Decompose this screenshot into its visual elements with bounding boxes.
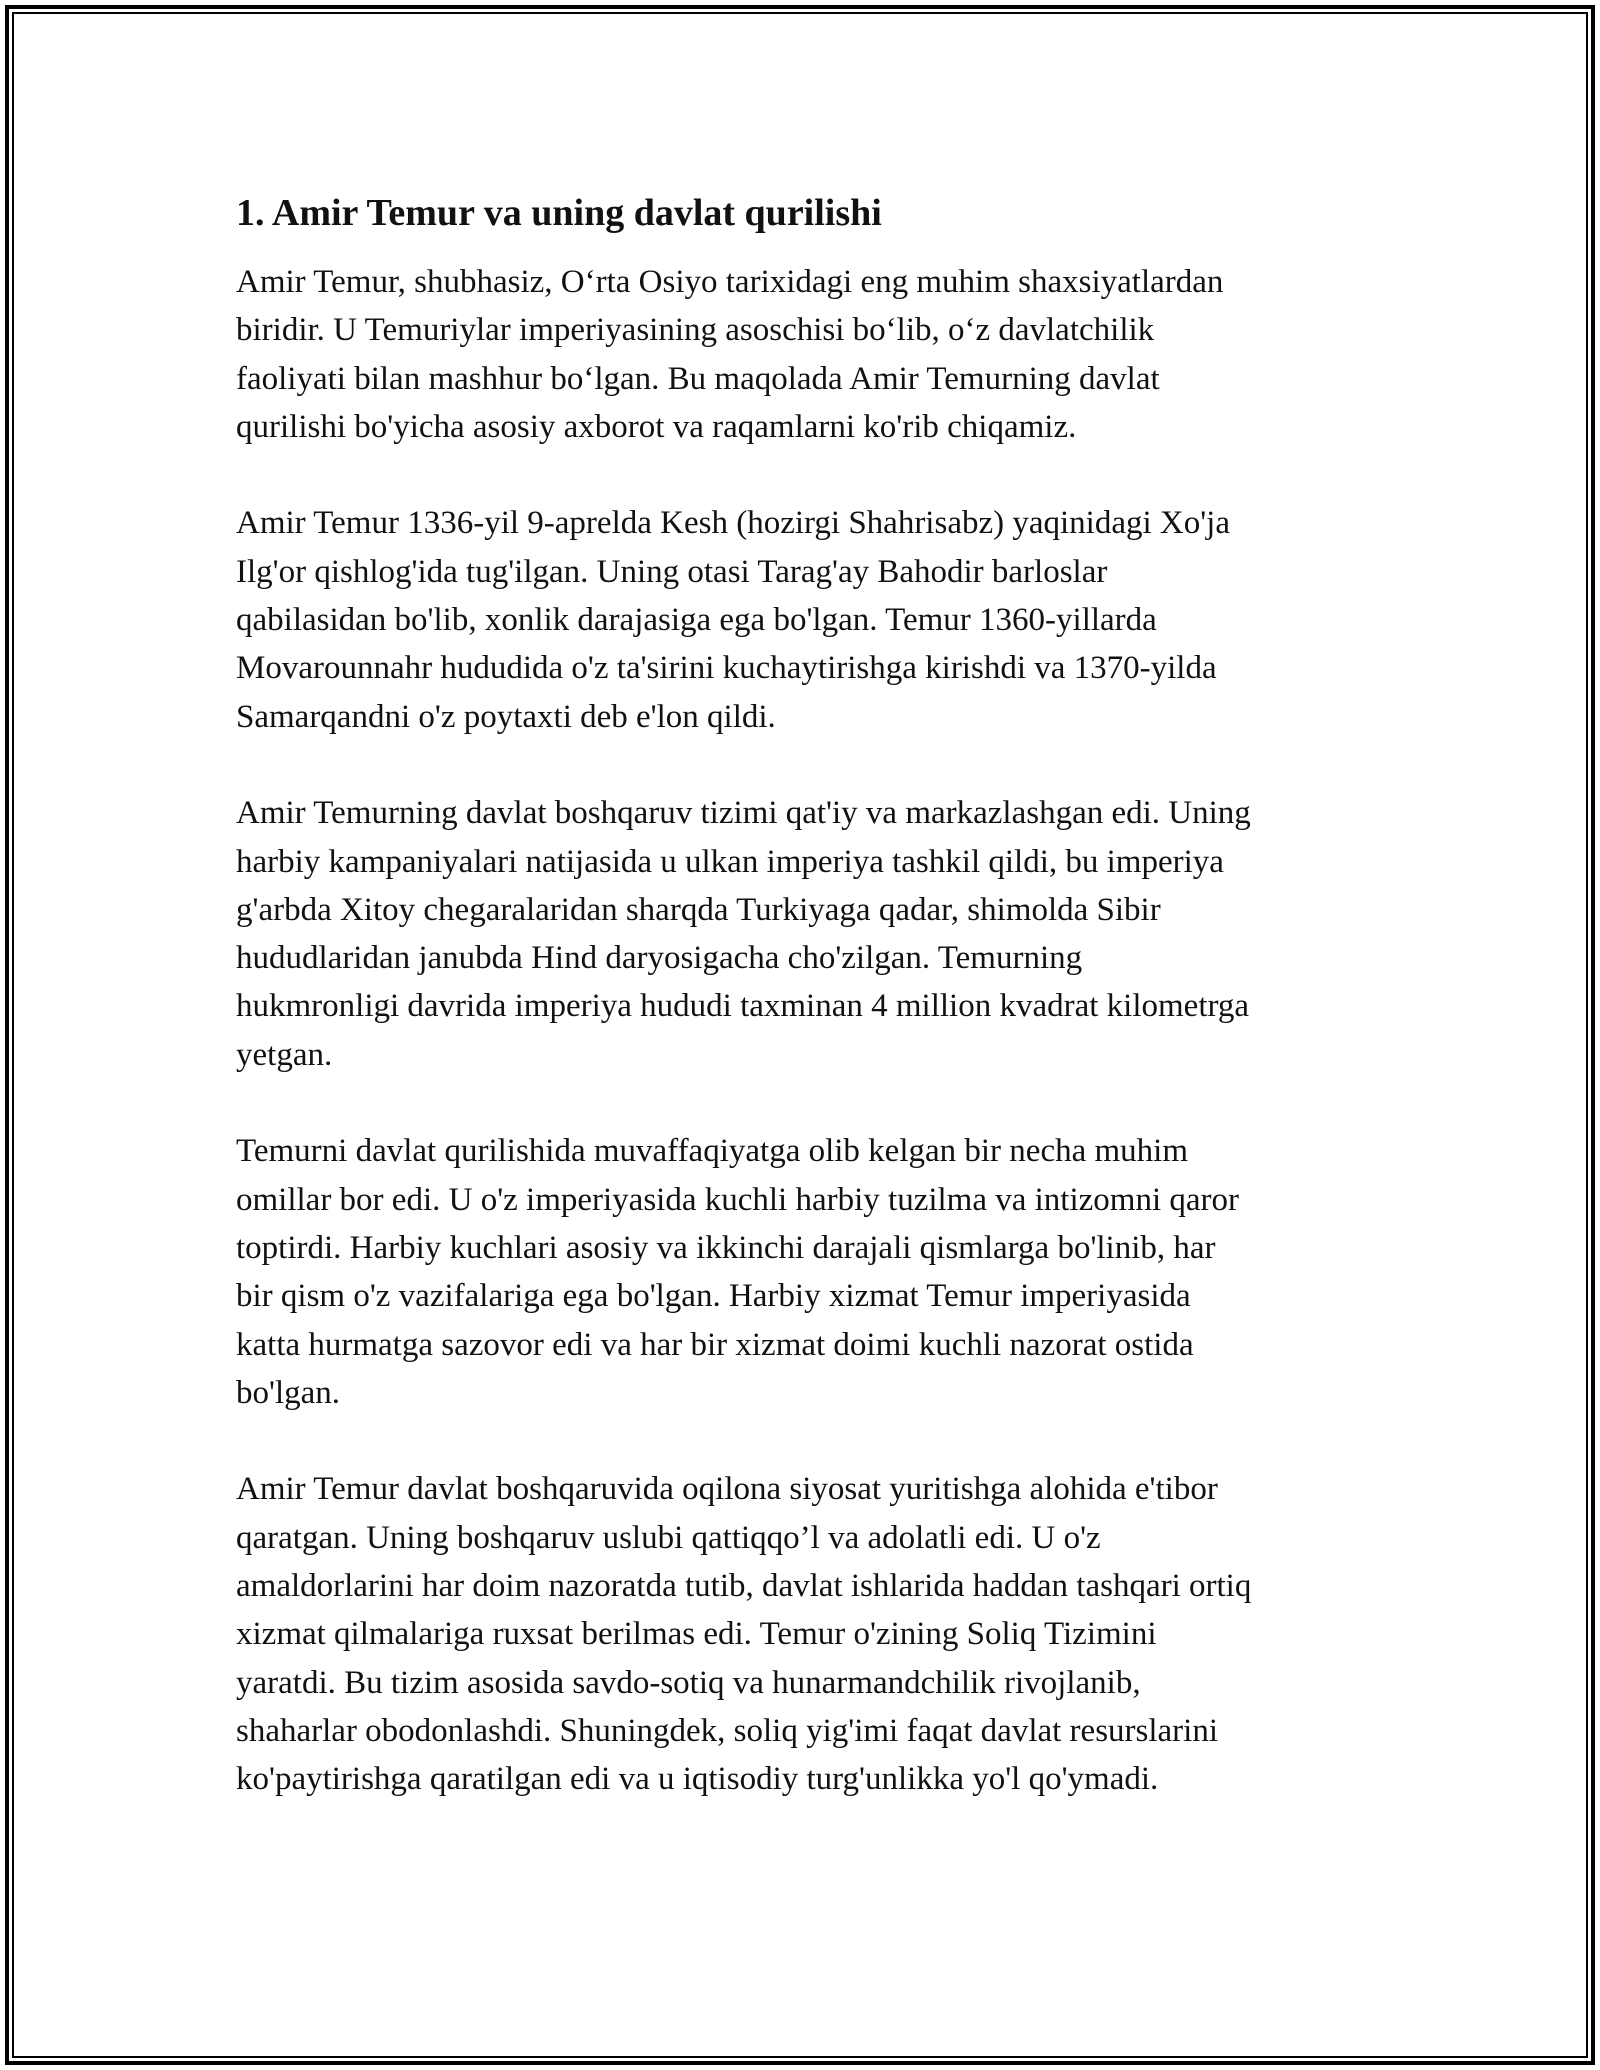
paragraph-4	[236, 1127, 1376, 1417]
text-line: katta hurmatga sazovor edi va har bir xizmat doimi kuchli nazorat ostida	[236, 1326, 1194, 1363]
text-line: Amir Temurning davlat boshqaruv tizimi qat'iy va markazlashgan edi. Uning	[236, 795, 1251, 832]
text-line: qurilishi bo'yicha asosiy axborot va raqamlarni ko'rib chiqamiz.	[236, 408, 1077, 445]
paragraph-2	[236, 499, 1376, 740]
text-line: faoliyati bilan mashhur bo‘lgan. Bu maqolada Amir Temurning davlat	[236, 360, 1160, 397]
text-line: hukmronligi davrida imperiya hududi taxminan 4 million kvadrat kilometrga	[236, 988, 1250, 1025]
paragraph-5	[236, 1465, 1376, 1803]
text-line: ko'paytirishga qaratilgan edi va u iqtisodiy turg'unlikka yo'l qo'ymadi.	[236, 1761, 1159, 1798]
text-line: yetgan.	[236, 1036, 333, 1073]
text-line: Movarounnahr hududida o'z ta'sirini kuchaytirishga kirishdi va 1370-yilda	[236, 650, 1217, 687]
text-line: Amir Temur 1336-yil 9-aprelda Kesh (hozirgi Shahrisabz) yaqinidagi Xo'ja	[236, 505, 1230, 542]
text-line: bir qism o'z vazifalariga ega bo'lgan. Harbiy xizmat Temur imperiyasida	[236, 1278, 1191, 1315]
text-line: g'arbda Xitoy chegaralaridan sharqda Turkiyaga qadar, shimolda Sibir	[236, 891, 1161, 928]
text-line: biridir. U Temuriylar imperiyasining asoschisi bo‘lib, o‘z davlatchilik	[236, 312, 1155, 349]
text-line: hududlaridan janubda Hind daryosigacha cho'zilgan. Temurning	[236, 940, 1083, 977]
document-title: 1. Amir Temur va uning davlat qurilishi	[236, 192, 882, 234]
text-line: toptirdi. Harbiy kuchlari asosiy va ikkinchi darajali qismlarga bo'linib, har	[236, 1229, 1216, 1266]
text-line: Ilg'or qishlog'ida tug'ilgan. Uning otasi Tarag'ay Bahodir barloslar	[236, 553, 1108, 590]
text-line: Samarqandni o'z poytaxti deb e'lon qildi.	[236, 698, 776, 735]
text-line: bo'lgan.	[236, 1374, 341, 1411]
text-line: Temurni davlat qurilishida muvaffaqiyatga olib kelgan bir necha muhim	[236, 1133, 1188, 1170]
text-line: Amir Temur davlat boshqaruvida oqilona siyosat yuritishga alohida e'tibor	[236, 1471, 1218, 1508]
text-line: shaharlar obodonlashdi. Shuningdek, soliq yig'imi faqat davlat resurslarini	[236, 1712, 1219, 1749]
text-line: xizmat qilmalariga ruxsat berilmas edi. Temur o'zining Soliq Tizimini	[236, 1616, 1157, 1653]
text-line: Amir Temur, shubhasiz, O‘rta Osiyo tarixidagi eng muhim shaxsiyatlardan	[236, 264, 1224, 300]
text-line: omillar bor edi. U o'z imperiyasida kuchli harbiy tuzilma va intizomni qaror	[236, 1181, 1240, 1218]
text-line: amaldorlarini har doim nazoratda tutib, davlat ishlarida haddan tashqari ortiq	[236, 1568, 1252, 1605]
paragraph-3	[236, 789, 1376, 1079]
text-line: yaratdi. Bu tizim asosida savdo-sotiq va hunarmandchilik rivojlanib,	[236, 1664, 1141, 1701]
document-body	[236, 188, 1376, 1852]
paragraph-1	[236, 258, 1376, 451]
text-line: qabilasidan bo'lib, xonlik darajasiga ega bo'lgan. Temur 1360-yillarda	[236, 602, 1157, 639]
text-line: qaratgan. Uning boshqaruv uslubi qattiqqo’l va adolatli edi. U o'z	[236, 1519, 1101, 1556]
text-line: harbiy kampaniyalari natijasida u ulkan imperiya tashkil qildi, bu imperiya	[236, 843, 1224, 880]
